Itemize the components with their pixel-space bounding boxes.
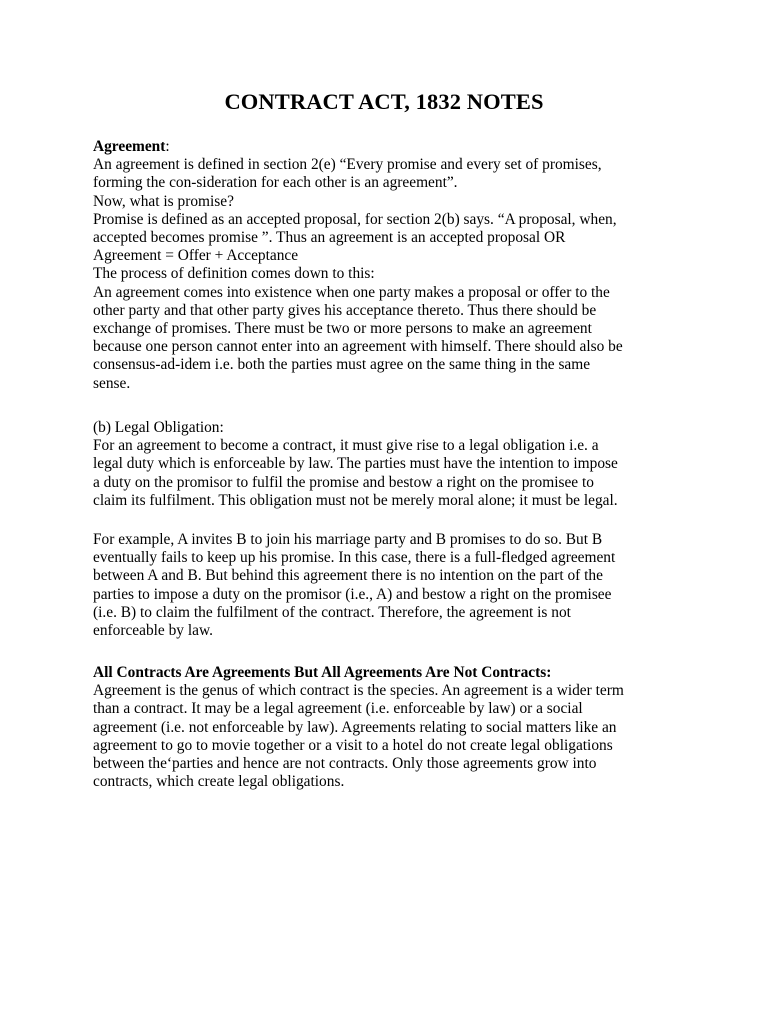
paragraph-line: An agreement is defined in section 2(e) “Every promise and every set of promises, bbox=[93, 156, 602, 174]
paragraph-line: Agreement = Offer + Acceptance bbox=[93, 247, 299, 265]
paragraph-line: For example, A invites B to join his marriage party and B promises to do so. But B bbox=[93, 531, 603, 548]
section-heading: All Contracts Are Agreements But All Agreements Are Not Contracts: bbox=[93, 664, 552, 681]
paragraph-line: parties to impose a duty on the promisor (i.e., A) and bestow a right on the promisee bbox=[93, 585, 612, 603]
paragraph-line: (i.e. B) to claim the fulfilment of the contract. Therefore, the agreement is not bbox=[93, 603, 571, 621]
paragraph-line: An agreement comes into existence when one party makes a proposal or offer to the bbox=[93, 283, 610, 301]
paragraph-line: enforceable by law. bbox=[93, 622, 213, 640]
paragraph-line: between the‘parties and hence are not contracts. Only those agreements grow into bbox=[93, 755, 597, 773]
paragraph-line: forming the con-sideration for each other is an agreement”. bbox=[93, 174, 458, 192]
paragraph-line: accepted becomes promise ”. Thus an agreement is an accepted proposal OR bbox=[93, 229, 566, 247]
document-title: CONTRACT ACT, 1832 NOTES bbox=[224, 89, 544, 114]
section-example bbox=[93, 531, 693, 640]
paragraph-line: sense. bbox=[93, 374, 131, 392]
section-heading: Agreement bbox=[93, 138, 166, 155]
section-heading-suffix: : bbox=[165, 138, 170, 155]
paragraph-line: For an agreement to become a contract, it must give rise to a legal obligation i.e. a bbox=[93, 437, 599, 455]
section-agreement bbox=[93, 138, 693, 393]
paragraph-line: Agreement is the genus of which contract is the species. An agreement is a wider term bbox=[93, 682, 624, 700]
section-legal-obligation bbox=[93, 419, 693, 510]
section-contracts-vs-agreements bbox=[93, 664, 693, 791]
paragraph-line: Now, what is promise? bbox=[93, 192, 234, 210]
paragraph-line: between A and B. But behind this agreement there is no intention on the part of the bbox=[93, 567, 603, 585]
paragraph-line: Promise is defined as an accepted proposal, for section 2(b) says. “A proposal, when, bbox=[93, 210, 617, 228]
paragraph-line: agreement to go to movie together or a visit to a hotel do not create legal obligations bbox=[93, 736, 613, 754]
paragraph-line: The process of definition comes down to this: bbox=[93, 265, 375, 283]
paragraph-line: because one person cannot enter into an agreement with himself. There should also be bbox=[93, 338, 623, 356]
paragraph-line: agreement (i.e. not enforceable by law). Agreements relating to social matters like an bbox=[93, 718, 617, 736]
paragraph-line: exchange of promises. There must be two or more persons to make an agreement bbox=[93, 320, 592, 338]
paragraph-line: than a contract. It may be a legal agreement (i.e. enforceable by law) or a social bbox=[93, 700, 583, 718]
paragraph-line: other party and that other party gives his acceptance thereto. Thus there should be bbox=[93, 301, 597, 319]
paragraph-line: a duty on the promisor to fulfil the promise and bestow a right on the promisee to bbox=[93, 473, 594, 491]
paragraph-line: legal duty which is enforceable by law. The parties must have the intention to impose bbox=[93, 455, 618, 473]
section-heading-line bbox=[93, 138, 693, 156]
paragraph-line: claim its fulfilment. This obligation must not be merely moral alone; it must be legal. bbox=[93, 491, 618, 509]
section-heading: (b) Legal Obligation: bbox=[93, 419, 224, 436]
paragraph-line: consensus-ad-idem i.e. both the parties must agree on the same thing in the same bbox=[93, 356, 591, 374]
paragraph-line: eventually fails to keep up his promise. In this case, there is a full-fledged agreement bbox=[93, 549, 616, 567]
paragraph-line: contracts, which create legal obligations. bbox=[93, 773, 345, 791]
